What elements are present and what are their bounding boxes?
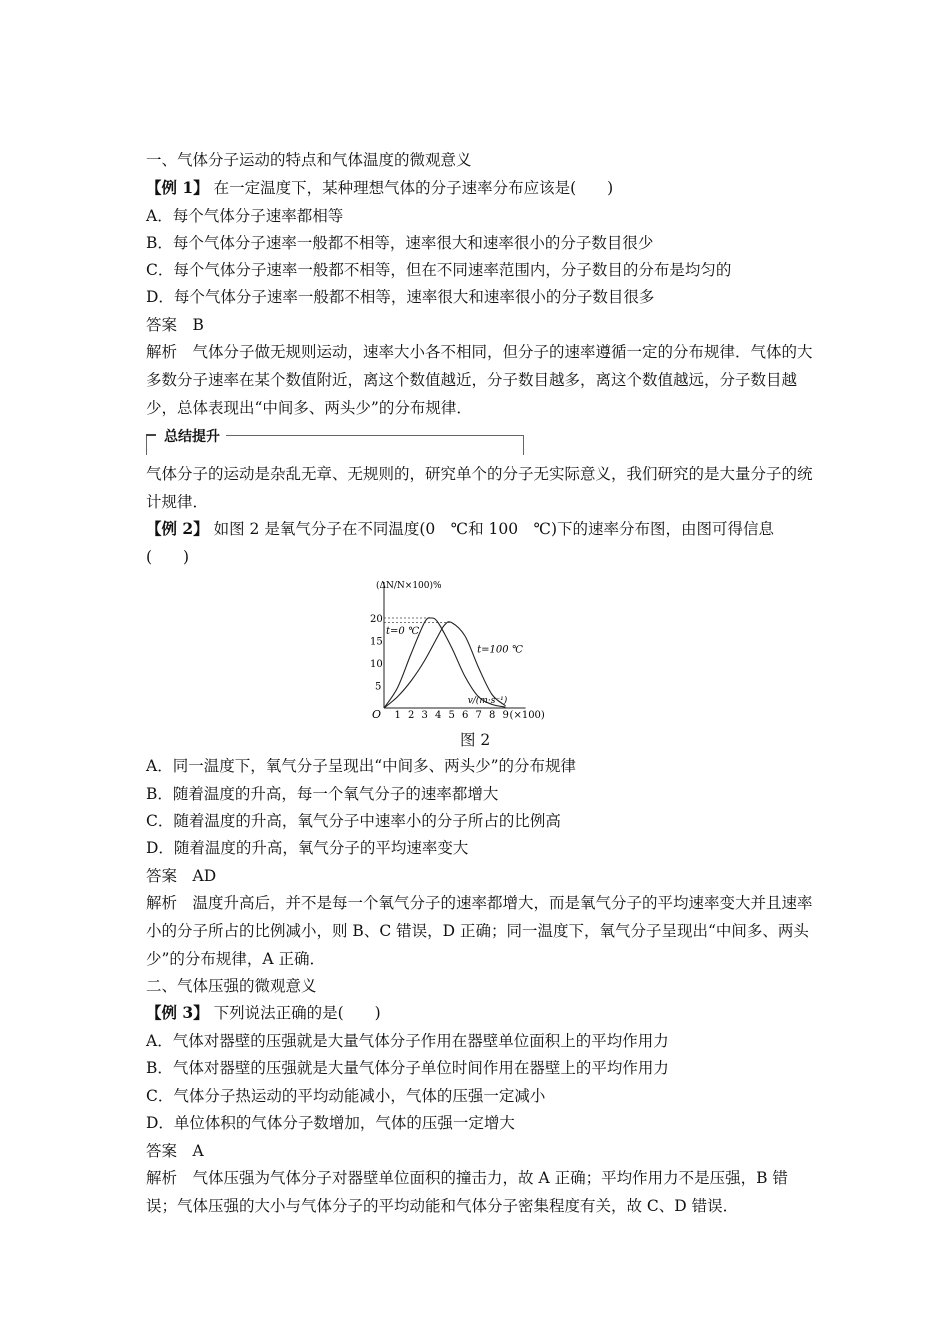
- example-1-question: [146, 178, 826, 198]
- x-tick-label: 6: [462, 710, 469, 721]
- summary-text: 气体分子的运动是杂乱无章、无规则的，研究单个的分子无实际意义，我们研究的是大量分子的统计规律．: [146, 465, 813, 511]
- analysis-label: 解析: [146, 1169, 178, 1187]
- section-1-title: 一、气体分子运动的特点和气体温度的微观意义: [146, 151, 472, 169]
- x-tick-label: 5: [448, 710, 455, 721]
- y-tick-label: 20: [370, 614, 383, 625]
- example-2-option-d: D．随着温度的升高，氧气分子的平均速率变大: [146, 839, 469, 857]
- example-3-option-c: C．气体分子热运动的平均动能减小，气体的压强一定减小: [146, 1087, 546, 1105]
- x-tick-label: 1: [394, 710, 401, 721]
- example-2-option-b: B．随着温度的升高，每一个氧气分子的速率都增大: [146, 785, 499, 803]
- x-unit-label: (×100): [509, 710, 545, 721]
- example-1-option-c: C．每个气体分子速率一般都不相等，但在不同速率范围内，分子数目的分布是均匀的: [146, 261, 732, 279]
- example-2-analysis: [146, 889, 814, 973]
- answer-value: AD: [192, 867, 217, 885]
- example-1-analysis: [146, 338, 814, 422]
- example-3-question: [146, 1003, 826, 1023]
- answer-value: A: [192, 1142, 204, 1160]
- analysis-label: 解析: [146, 894, 178, 912]
- example-1-option-b: B．每个气体分子速率一般都不相等，速率很大和速率很小的分子数目很少: [146, 234, 654, 252]
- example-2-answer: [146, 866, 826, 886]
- series-label-t100: t=100 ℃: [477, 644, 524, 656]
- example-3-option-a: A．气体对器壁的压强就是大量气体分子作用在器壁单位面积上的平均作用力: [146, 1032, 669, 1050]
- analysis-text: 气体压强为气体分子对器壁单位面积的撞击力，故 A 正确；平均作用力不是压强，B 错误；气体压强的大小与气体分子的平均动能和气体分子密集程度有关，故 C、D 错误．: [146, 1169, 788, 1215]
- x-axis-label: v/(m·s⁻¹): [467, 696, 508, 706]
- summary-box: [146, 426, 524, 456]
- answer-value: B: [192, 316, 204, 334]
- speed-distribution-chart: [360, 576, 570, 722]
- example-1-label: 【例 1】: [146, 178, 209, 197]
- answer-label: 答案: [146, 316, 178, 334]
- example-1-option-d: D．每个气体分子速率一般都不相等，速率很大和速率很小的分子数目很多: [146, 288, 655, 306]
- analysis-text: 温度升高后，并不是每一个氧气分子的速率都增大，而是氧气分子的平均速率变大并且速率小的分子所占的比例减小，则 B、C 错误，D 正确；同一温度下，氧气分子呈现出“中间多、两头少”的分布规律，A 正确．: [146, 894, 813, 968]
- example-3-option-b: B．气体对器壁的压强就是大量气体分子单位时间作用在器壁上的平均作用力: [146, 1059, 669, 1077]
- figure-caption: 图 2: [460, 731, 491, 749]
- example-2-question: [146, 515, 814, 571]
- answer-label: 答案: [146, 1142, 178, 1160]
- x-tick-label: 3: [421, 710, 428, 721]
- example-2-label: 【例 2】: [146, 519, 209, 538]
- example-1-answer: [146, 315, 826, 335]
- analysis-text: 气体分子做无规则运动，速率大小各不相同，但分子的速率遵循一定的分布规律．气体的大多数分子速率在某个数值附近，离这个数值越近，分子数目越多，离这个数值越远，分子数目越少，总体表现出“中间多、两头少”的分布规律．: [146, 343, 813, 417]
- series-label-t0: t=0 ℃: [386, 625, 420, 637]
- y-tick-label: 5: [375, 681, 382, 693]
- answer-label: 答案: [146, 867, 178, 885]
- example-3-label: 【例 3】: [146, 1003, 209, 1022]
- y-tick-label: 15: [370, 636, 383, 648]
- x-tick-label: 2: [408, 710, 415, 721]
- example-2-option-c: C．随着温度的升高，氧气分子中速率小的分子所占的比例高: [146, 812, 561, 830]
- summary-tag: 总结提升: [158, 426, 226, 446]
- example-1-option-a: A．每个气体分子速率都相等: [146, 207, 344, 225]
- origin-label: O: [372, 708, 382, 721]
- analysis-label: 解析: [146, 343, 178, 361]
- example-1-text: 在一定温度下，某种理想气体的分子速率分布应该是( ): [213, 179, 614, 197]
- x-tick-label: 4: [435, 710, 442, 721]
- example-2-option-a: A．同一温度下，氧气分子呈现出“中间多、两头少”的分布规律: [146, 757, 577, 775]
- x-tick-label: 7: [475, 710, 482, 721]
- example-2-text: 如图 2 是氧气分子在不同温度(0 ℃和 100 ℃)下的速率分布图，由图可得信息( ): [146, 520, 774, 566]
- x-tick-label: 9: [502, 710, 509, 721]
- y-axis-label: (ΔN/N×100)%: [376, 581, 442, 591]
- x-tick-label: 8: [489, 710, 496, 721]
- example-3-option-d: D．单位体积的气体分子数增加，气体的压强一定增大: [146, 1114, 515, 1132]
- example-3-text: 下列说法正确的是( ): [213, 1004, 381, 1022]
- y-tick-label: 10: [370, 659, 383, 670]
- section-2-title: 二、气体压强的微观意义: [146, 977, 317, 995]
- example-3-answer: [146, 1141, 826, 1161]
- example-3-analysis: [146, 1164, 814, 1220]
